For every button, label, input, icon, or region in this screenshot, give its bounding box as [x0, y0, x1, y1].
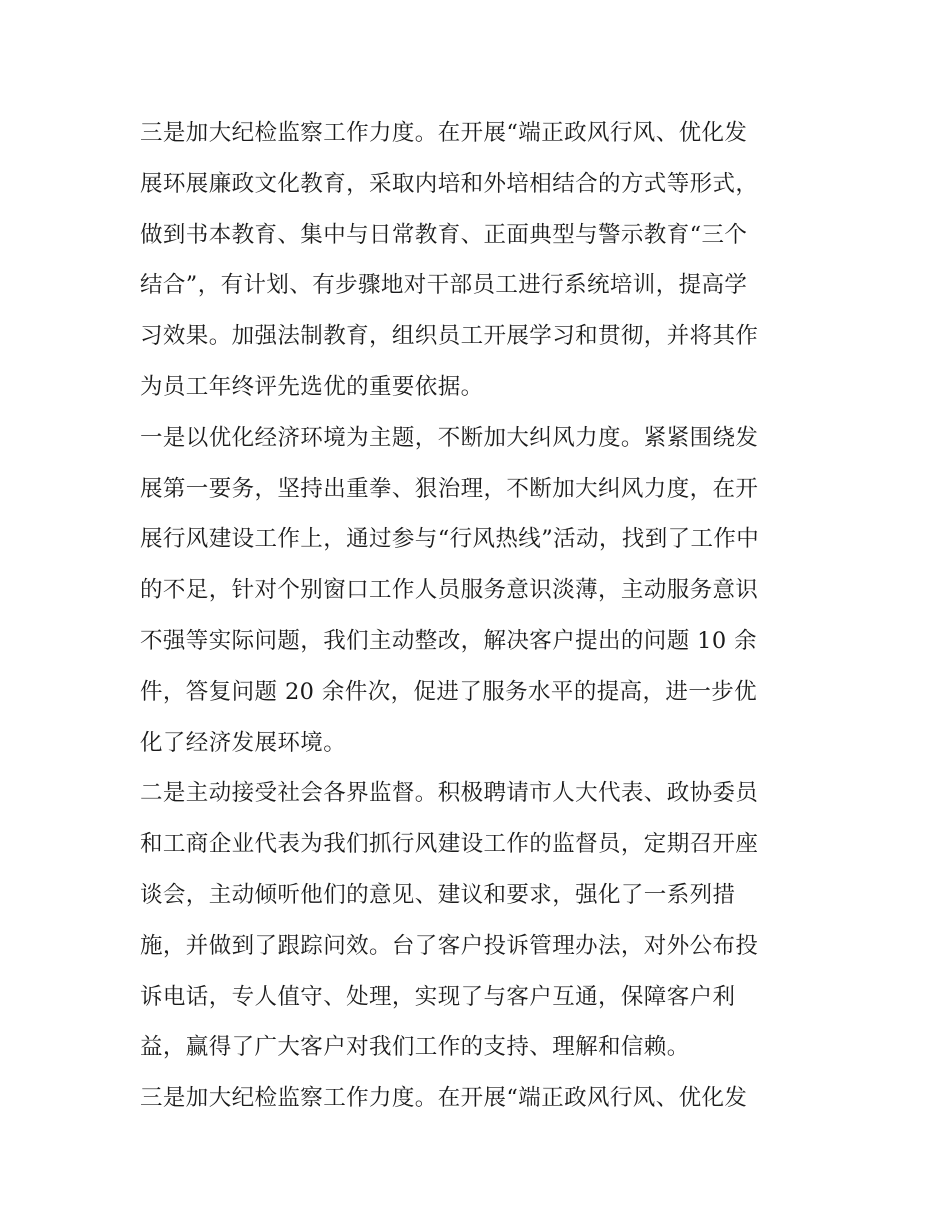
- text-line: 为员工年终评先选优的重要依据。: [140, 373, 484, 400]
- document-body: [140, 108, 815, 1124]
- text-line: 一是以优化经济环境为主题，不断加大纠风力度。紧紧围绕发: [140, 424, 759, 451]
- text-line: 展第一要务，坚持出重拳、狠治理，不断加大纠风力度，在开: [140, 475, 759, 502]
- text-line: 的不足，针对个别窗口工作人员服务意识淡薄，主动服务意识: [140, 577, 759, 604]
- text-line: 三是加大纪检监察工作力度。在开展“端正政风行风、优化发: [140, 120, 748, 146]
- text-line: 化了经济发展环境。: [140, 729, 347, 756]
- text-line: 三是加大纪检监察工作力度。在开展“端正政风行风、优化发: [140, 1085, 748, 1112]
- text-line: 二是主动接受社会各界监督。积极聘请市人大代表、政协委员: [140, 780, 759, 807]
- text-line: 施，并做到了跟踪问效。台了客户投诉管理办法，对外公布投: [140, 932, 759, 959]
- text-line: 习效果。加强法制教育，组织员工开展学习和贯彻，并将其作: [140, 323, 759, 350]
- text-line: 件，答复问题 20 余件次，促进了服务水平的提高，进一步优: [140, 678, 758, 705]
- text-line: 做到书本教育、集中与日常教育、正面典型与警示教育“三个: [140, 221, 748, 248]
- text-line: 展行风建设工作上，通过参与“行风热线”活动，找到了工作中: [140, 526, 760, 553]
- text-line: 益，赢得了广大客户对我们工作的支持、理解和信赖。: [140, 1034, 690, 1061]
- text-line: 和工商企业代表为我们抓行风建设工作的监督员，定期召开座: [140, 831, 759, 858]
- text-line: 诉电话，专人值守、处理，实现了与客户互通，保障客户利: [140, 983, 736, 1010]
- text-line: 展环展廉政文化教育，采取内培和外培相结合的方式等形式，: [140, 170, 759, 197]
- text-line: 结合”，有计划、有步骤地对干部员工进行系统培训，提高学: [140, 272, 748, 299]
- text-line: 不强等实际问题，我们主动整改，解决客户提出的问题 10 余: [140, 627, 758, 654]
- text-line: 谈会，主动倾听他们的意见、建议和要求，强化了一系列措: [140, 881, 736, 908]
